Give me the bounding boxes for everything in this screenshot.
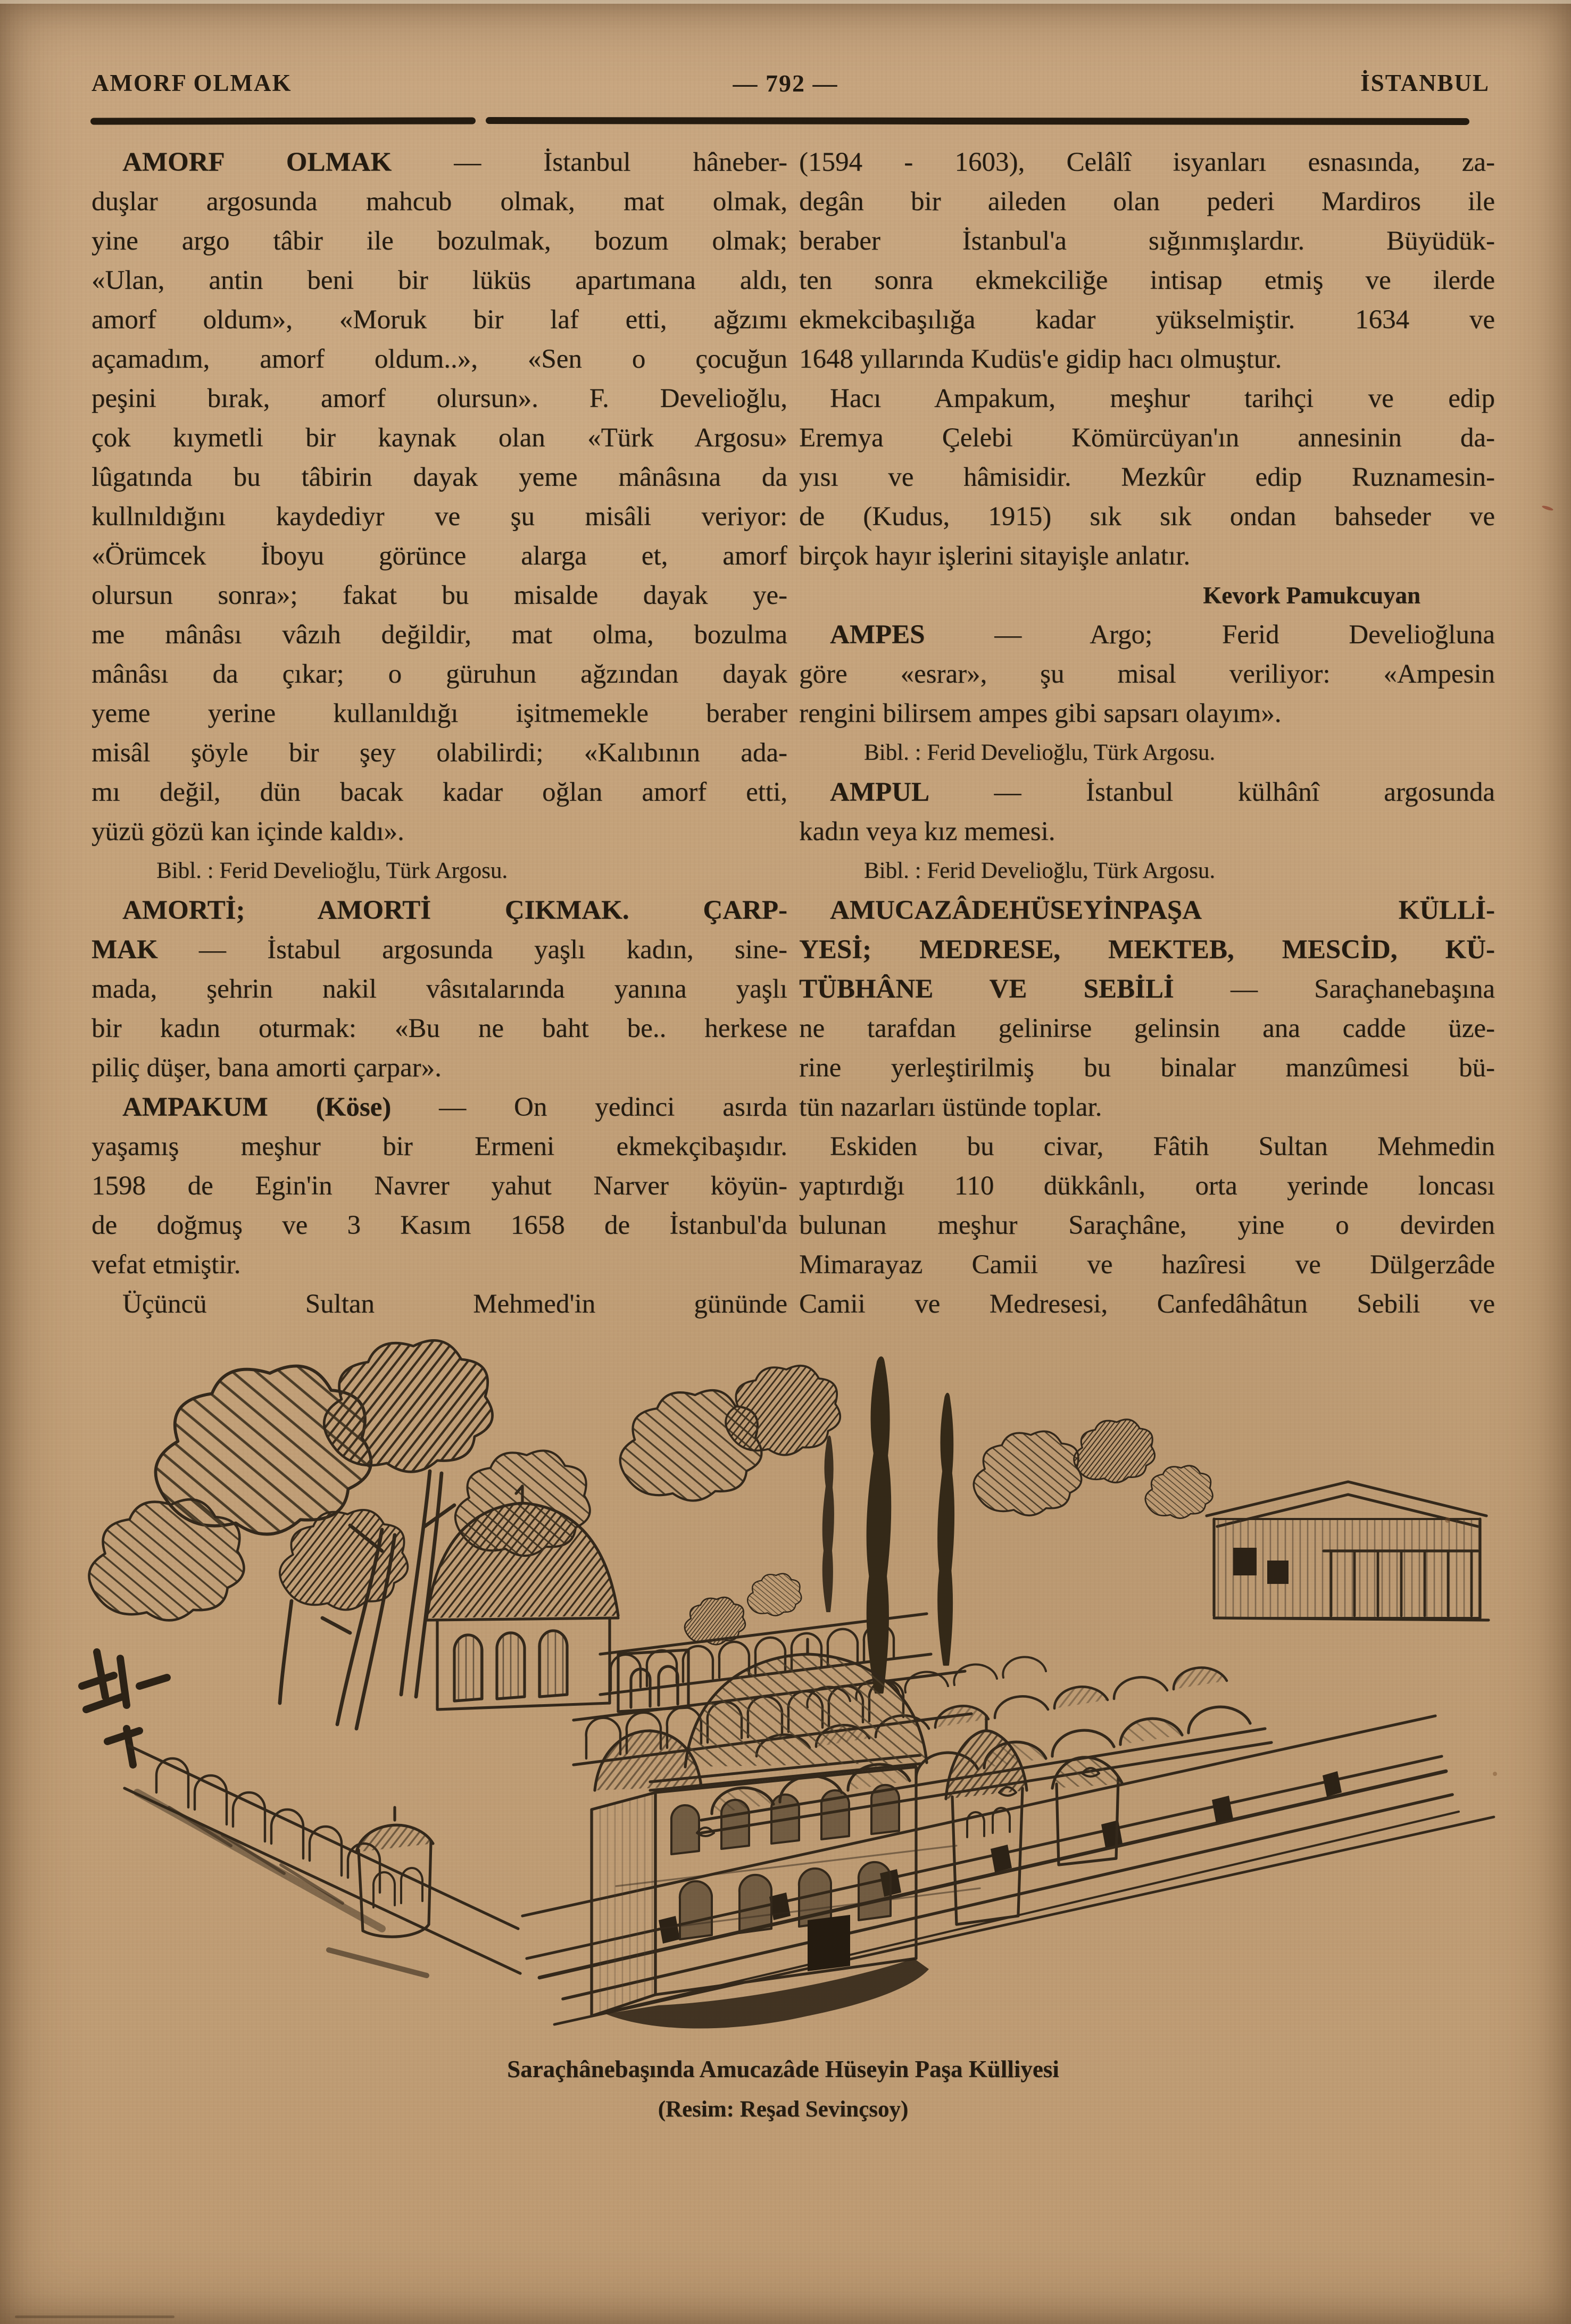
text-line: yısı ve hâmisidir. Mezkûr edip Ruznamesin- <box>799 462 1495 492</box>
text-line: olursun sonra»; fakat bu misalde dayak ye- <box>92 580 787 610</box>
page-number: — 792 — <box>733 70 838 97</box>
text-line: rengini bilirsem ampes gibi sapsarı olayım». <box>799 699 1282 728</box>
text-line: ne tarafdan gelinirse gelinsin ana cadde üze- <box>799 1014 1495 1043</box>
text-line: Eskiden bu civar, Fâtih Sultan Mehmedin <box>830 1132 1495 1161</box>
text-line: yine argo tâbir ile bozulmak, bozum olmak; <box>92 226 787 256</box>
text-line: vefat etmiştir. <box>92 1250 241 1280</box>
text-line: Camii ve Medresesi, Canfedâhâtun Sebili ve <box>799 1289 1495 1319</box>
text-line: «Örümcek İboyu görünce alarga et, amorf <box>92 541 787 571</box>
text-line: Eremya Çelebi Kömürcüyan'ın annesinin da- <box>799 423 1495 453</box>
text-line: AMUCAZÂDEHÜSEYİNPAŞA KÜLLİ- <box>830 895 1495 925</box>
text-line: Bibl. : Ferid Develioğlu, Türk Argosu. <box>864 858 1216 883</box>
column-left <box>92 143 787 1324</box>
text-line: Bibl. : Ferid Develioğlu, Türk Argosu. <box>156 858 508 883</box>
text-line: ten sonra ekmekciliğe intisap etmiş ve ilerde <box>799 265 1495 295</box>
paper-speck <box>1445 1517 1450 1523</box>
text-line: Bibl. : Ferid Develioğlu, Türk Argosu. <box>864 740 1216 765</box>
paper-speck <box>1493 1772 1497 1776</box>
text-line: Hacı Ampakum, meşhur tarihçi ve edip <box>830 384 1495 413</box>
paper-smudge <box>15 2315 174 2318</box>
scan-edge <box>0 0 1571 4</box>
header-rule-right <box>486 117 1469 125</box>
text-line: tün nazarları üstünde toplar. <box>799 1092 1102 1122</box>
text-line: göre «esrar», şu misal veriliyor: «Ampesin <box>799 659 1495 689</box>
text-line: duşlar argosunda mahcub olmak, mat olmak, <box>92 187 787 217</box>
text-line: Mimarayaz Camii ve hazîresi ve Dülgerzâde <box>799 1250 1495 1280</box>
text-line: kadın veya kız memesi. <box>799 817 1055 846</box>
header-rule-left <box>90 117 476 124</box>
text-line: mada, şehrin nakil vâsıtalarında yanına yaşlı <box>92 974 787 1004</box>
text-line: bir kadın oturmak: «Bu ne baht be.. herkese <box>92 1014 787 1043</box>
text-line: de (Kudus, 1915) sık sık ondan bahseder ve <box>799 502 1495 532</box>
text-line: de doğmuş ve 3 Kasım 1658 de İstanbul'da <box>92 1210 787 1240</box>
text-line: mânâsı da çıkar; o güruhun ağzından dayak <box>92 659 787 689</box>
text-line: bulunan meşhur Saraçhâne, yine o devirden <box>799 1210 1495 1240</box>
text-line: kullnıldığını kaydediyr ve şu misâli veriyor: <box>92 502 787 532</box>
text-line: beraber İstanbul'a sığınmışlardır. Büyüdük- <box>799 226 1495 256</box>
text-line: peşini bırak, amorf olursun». F. Develioğlu, <box>92 384 787 413</box>
text-line: AMORTİ; AMORTİ ÇIKMAK. ÇARP- <box>122 895 787 925</box>
text-line: AMPES — Argo; Ferid Develioğluna <box>830 620 1495 650</box>
text-line: lûgatında bu tâbirin dayak yeme mânâsına da <box>92 462 787 492</box>
text-line: 1648 yıllarında Kudüs'e gidip hacı olmuştur. <box>799 344 1282 374</box>
paper-speck <box>1542 505 1554 512</box>
column-right <box>799 143 1495 1324</box>
text-line: AMPUL — İstanbul külhânî argosunda <box>830 777 1495 807</box>
text-line: (1594 - 1603), Celâlî isyanları esnasında, za- <box>799 147 1495 177</box>
text-line: AMORF OLMAK — İstanbul hâneber- <box>122 147 787 177</box>
kulliye-illustration <box>63 1333 1531 2030</box>
caption-credit: (Resim: Reşad Sevinçsoy) <box>658 2097 909 2122</box>
text-line: rine yerleştirilmiş bu binalar manzûmesi bü- <box>799 1053 1495 1083</box>
text-line: çok kıymetli bir kaynak olan «Türk Argosu» <box>92 423 787 453</box>
text-line: yeme yerine kullanıldığı işitmemekle beraber <box>92 699 787 728</box>
running-head-entry: AMORF OLMAK <box>92 70 292 96</box>
text-line: «Ulan, antin beni bir lüküs apartımana aldı, <box>92 265 787 295</box>
text-line: MAK — İstabul argosunda yaşlı kadın, sine- <box>92 935 787 965</box>
text-line: AMPAKUM (Köse) — On yedinci asırda <box>122 1092 787 1122</box>
text-line: Kevork Pamukcuyan <box>1203 582 1420 609</box>
text-line: degân bir aileden olan pederi Mardiros ile <box>799 187 1495 217</box>
text-line: birçok hayır işlerini sitayişle anlatır. <box>799 541 1191 571</box>
caption-title: Saraçhânebaşında Amucazâde Hüseyin Paşa Külliyesi <box>507 2056 1059 2082</box>
illustration-caption <box>102 2048 1464 2129</box>
text-line: yaptırdığı 110 dükkânlı, orta yerinde loncası <box>799 1171 1495 1201</box>
text-line: misâl şöyle bir şey olabilirdi; «Kalıbının ada- <box>92 738 787 768</box>
text-line: yüzü gözü kan içinde kaldı». <box>92 817 404 846</box>
text-line: açamadım, amorf oldum..», «Sen o çocuğun <box>92 344 787 374</box>
text-line: 1598 de Egin'in Navrer yahut Narver köyün- <box>92 1171 787 1201</box>
text-line: YESİ; MEDRESE, MEKTEB, MESCİD, KÜ- <box>799 935 1495 965</box>
text-line: mı değil, dün bacak kadar oğlan amorf etti, <box>92 777 787 807</box>
running-head-title: İSTANBUL <box>1360 70 1490 96</box>
text-line: me mânâsı vâzıh değildir, mat olma, bozulma <box>92 620 787 650</box>
text-line: ekmekcibaşılığa kadar yükselmiştir. 1634 ve <box>799 305 1495 335</box>
text-line: Üçüncü Sultan Mehmed'in gününde <box>122 1289 787 1319</box>
text-line: yaşamış meşhur bir Ermeni ekmekçibaşıdır. <box>92 1132 787 1161</box>
text-line: piliç düşer, bana amorti çarpar». <box>92 1053 442 1083</box>
text-line: amorf oldum», «Moruk bir laf etti, ağzımı <box>92 305 787 335</box>
text-line: TÜBHÂNE VE SEBİLİ — Saraçhanebaşına <box>799 974 1495 1004</box>
